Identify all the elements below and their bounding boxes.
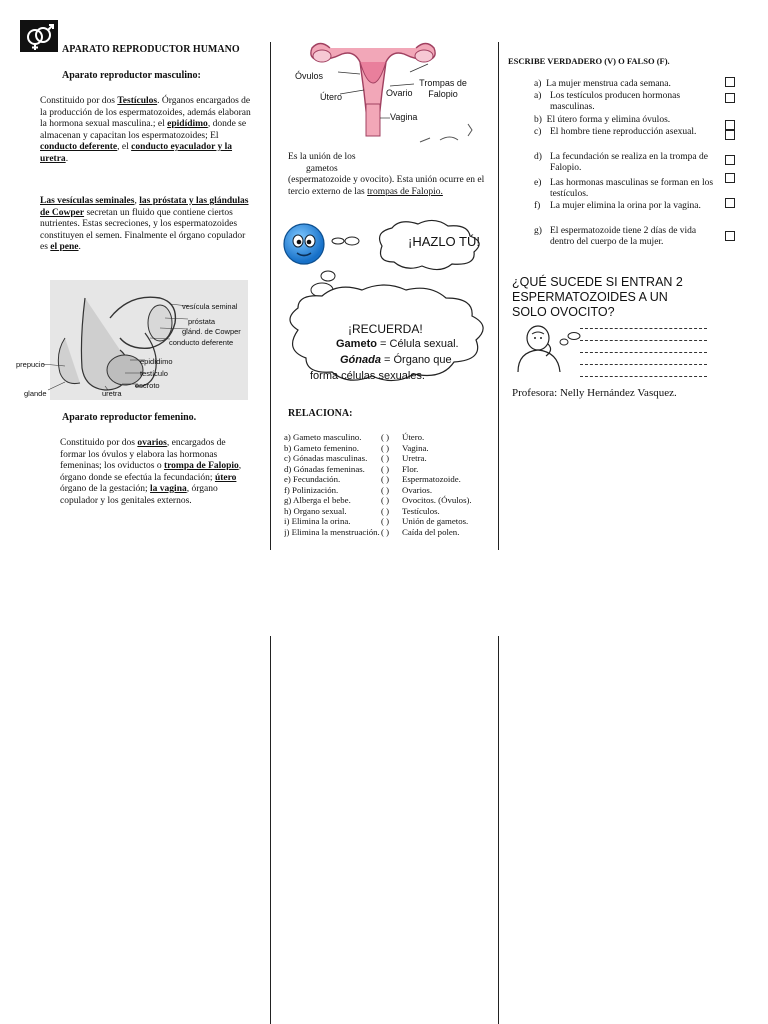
relaciona-right: Unión de gametos. (402, 516, 469, 526)
vf-checkbox[interactable] (725, 231, 735, 241)
male-reproductive-diagram (10, 278, 265, 404)
relaciona-mid[interactable]: ( ) (381, 484, 390, 495)
female-reproductive-diagram (290, 34, 490, 146)
female-paragraph: Constituido por dos ovarios, encargados de formar los óvulos y elabora las hormonas femeninas; los oviductos o trompa de Falopio, órgano donde se efectúa la fecundación; útero órgano de la gestación; la vagina, órgano copulador y los genitales externos. (60, 438, 242, 506)
vf-checkbox[interactable] (725, 77, 735, 87)
vf-item: g) El espermatozoide tiene 2 días de vida dentro del cuerpo de la mujer. (534, 226, 697, 247)
relaciona-right: Testículos. (402, 505, 440, 516)
label-uretra: uretra (102, 389, 122, 398)
vf-item: c) El hombre tiene reproducción asexual. (534, 127, 697, 137)
label-cowper: glánd. de Cowper (182, 327, 241, 336)
relaciona-left: c) Gónadas masculinas. (284, 453, 368, 463)
relaciona-right: Útero. (402, 432, 425, 442)
label-vesicula: vesícula seminal (182, 302, 238, 311)
relaciona-right: Caída del polen. (402, 526, 460, 537)
recuerda-gonada-2: forma células sexuales. (310, 370, 425, 381)
relaciona-left: h) Organo sexual. (284, 505, 347, 516)
recuerda-gameto: Gameto = Célula sexual. (336, 338, 459, 350)
thinking-person-icon (508, 322, 583, 374)
column-divider-4 (498, 636, 499, 1024)
label-ovulos: Óvulos (295, 71, 324, 81)
answer-line[interactable] (580, 340, 707, 341)
vf-item: d) La fecundación se realiza en la trompa de Falopio. (534, 152, 708, 173)
vf-title: ESCRIBE VERDADERO (V) O FALSO (F). (508, 56, 670, 66)
vf-item: a) Los testículos producen hormonas masculinas. (534, 91, 681, 112)
vf-item: f) La mujer elimina la orina por la vagina. (534, 201, 701, 211)
answer-line[interactable] (580, 352, 707, 353)
recuerda-title: ¡RECUERDA! (348, 322, 423, 336)
answer-line[interactable] (580, 328, 707, 329)
answer-line[interactable] (580, 364, 707, 365)
relaciona-left: a) Gameto masculino. (284, 432, 362, 442)
hazlo-cloud (330, 218, 500, 274)
recuerda-gonada: Gónada = Órgano que (340, 354, 452, 366)
relaciona-row (284, 495, 496, 506)
column-divider-1 (270, 42, 271, 550)
label-testiculo: testículo (140, 369, 168, 378)
label-vagina: Vagina (390, 112, 418, 122)
label-ovario: Ovario (386, 88, 413, 98)
male-heading: Aparato reproductor masculino: (62, 70, 201, 81)
relaciona-mid[interactable]: ( ) (381, 432, 390, 442)
relaciona-mid[interactable]: ( ) (381, 442, 390, 453)
label-escroto: escroto (135, 381, 160, 390)
union-text: Es la unión de los gametos (espermatozoide y ovocito). Esta unión ocurre en el tercio externo de las trompas de Falopio. (288, 152, 485, 197)
smiley-icon (282, 222, 326, 266)
relaciona-left: e) Fecundación. (284, 474, 341, 484)
relaciona-mid[interactable]: ( ) (381, 495, 390, 505)
relaciona-row (284, 485, 496, 496)
relaciona-left: j) Elimina la menstruación. (284, 526, 380, 537)
relaciona-mid[interactable]: ( ) (381, 505, 390, 516)
relaciona-mid[interactable]: ( ) (381, 474, 390, 484)
relaciona-list (284, 432, 496, 537)
vf-checkbox[interactable] (725, 155, 735, 165)
relaciona-row (284, 432, 496, 443)
relaciona-mid[interactable]: ( ) (381, 526, 390, 537)
hazlo-text: ¡HAZLO TÚ! (408, 234, 480, 249)
column-divider-3 (270, 636, 271, 1024)
relaciona-mid[interactable]: ( ) (381, 516, 390, 526)
male-paragraph-1: Constituido por dos Testículos. Órganos encargados de la producción de los espermatozoides, además elaboran la hormona sexual masculina.; el epidídimo, donde se almacenan y capacitan los espermatozoides; El conducto deferente, el conducto eyaculador y la uretra. (40, 96, 251, 164)
profesora-text: Profesora: Nelly Hernández Vasquez. (512, 387, 677, 399)
column-divider-2 (498, 42, 499, 550)
relaciona-left: d) Gónadas femeninas. (284, 463, 365, 474)
question-text: ¿QUÉ SUCEDE SI ENTRAN 2 ESPERMATOZOIDES A UN SOLO OVOCITO? (512, 275, 683, 319)
relaciona-row (284, 464, 496, 475)
vf-checkbox[interactable] (725, 130, 735, 140)
relaciona-title: RELACIONA: (288, 408, 353, 419)
relaciona-right: Vagina. (402, 442, 429, 453)
relaciona-right: Espermatozoide. (402, 474, 461, 484)
relaciona-left: i) Elimina la orina. (284, 516, 351, 526)
recuerda-cloud (278, 268, 498, 398)
relaciona-mid[interactable]: ( ) (381, 463, 390, 474)
vf-item: a) La mujer menstrua cada semana. (534, 79, 671, 89)
female-heading: Aparato reproductor femenino. (62, 412, 197, 423)
vf-checkbox[interactable] (725, 93, 735, 103)
relaciona-left: b) Gameto femenino. (284, 442, 359, 453)
relaciona-row (284, 506, 496, 517)
page-title: APARATO REPRODUCTOR HUMANO (62, 44, 240, 55)
label-deferente: conducto deferente (169, 338, 234, 347)
relaciona-row (284, 443, 496, 454)
label-utero: Útero (320, 92, 343, 102)
relaciona-row (284, 453, 496, 464)
gender-logo-icon (20, 20, 58, 52)
vf-checkbox[interactable] (725, 173, 735, 183)
male-paragraph-2: Las vesículas seminales, las próstata y las glándulas de Cowper secretan un fluido que contiene ciertos nutrientes. Estas secreciones, y los espermatozoides constituyen el semen. Finalmente el órgano copulador es el pene. (40, 196, 249, 252)
vf-item: e) Las hormonas masculinas se forman en los testículos. (534, 178, 714, 199)
relaciona-right: Flor. (402, 463, 419, 474)
relaciona-mid[interactable]: ( ) (381, 453, 390, 463)
label-glande: glande (24, 389, 47, 398)
label-prepucio: prepucio (16, 360, 45, 369)
relaciona-row (284, 527, 496, 538)
relaciona-left: f) Polinización. (284, 484, 339, 495)
label-epididimo: epidídimo (140, 357, 173, 366)
relaciona-row (284, 474, 496, 485)
relaciona-right: Ovarios. (402, 484, 433, 495)
relaciona-right: Uretra. (402, 453, 427, 463)
vf-checkbox[interactable] (725, 198, 735, 208)
vf-checkbox[interactable] (725, 120, 735, 130)
answer-line[interactable] (580, 376, 707, 377)
vf-item: b) El útero forma y elimina óvulos. (534, 115, 671, 125)
relaciona-left: g) Alberga el bebe. (284, 495, 351, 505)
label-trompas: Trompas de Falopio (419, 78, 467, 99)
relaciona-right: Ovocitos. (Óvulos). (402, 495, 472, 505)
label-prostata: próstata (188, 317, 216, 326)
relaciona-row (284, 516, 496, 527)
